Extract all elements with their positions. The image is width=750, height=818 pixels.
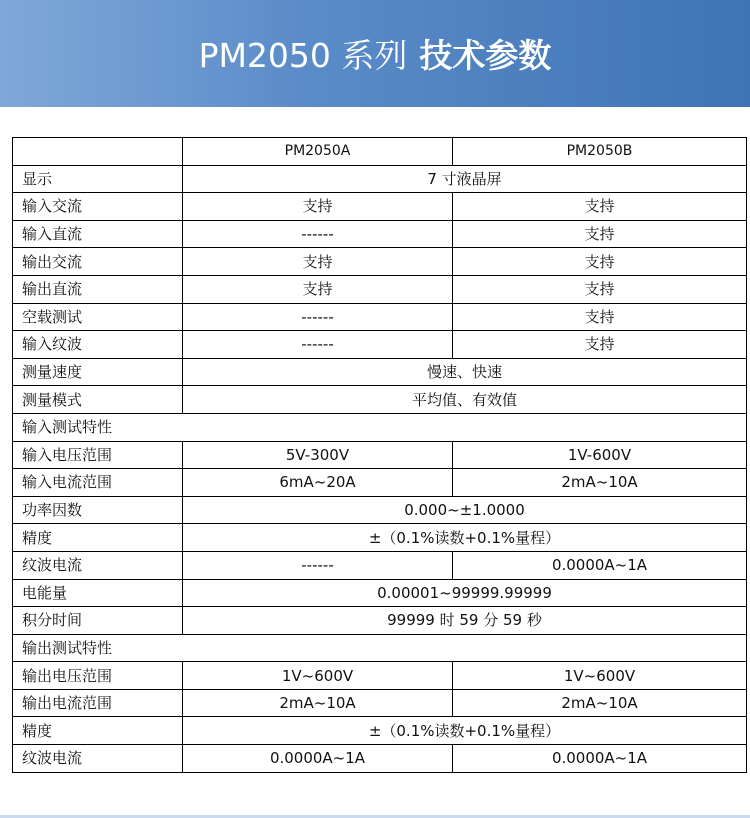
row-label: 输出交流 <box>13 248 183 276</box>
spec-table-body <box>13 138 747 773</box>
table-row <box>13 220 747 248</box>
shared-value-cell: 慢速、快速 <box>183 358 747 386</box>
pm2050b-value-cell: 2mA~10A <box>453 469 747 497</box>
pm2050a-value-cell: ------ <box>183 220 453 248</box>
shared-value-cell: 0.00001~99999.99999 <box>183 579 747 607</box>
pm2050b-value-cell: 2mA~10A <box>453 689 747 717</box>
row-label: 空载测试 <box>13 303 183 331</box>
pm2050a-value-cell: 支持 <box>183 275 453 303</box>
table-row <box>13 469 747 497</box>
pm2050b-value-cell: 1V-600V <box>453 441 747 469</box>
title-series: PM2050 系列 <box>198 36 408 75</box>
pm2050a-value-cell: 支持 <box>183 193 453 221</box>
header-cell-empty <box>13 138 183 166</box>
row-label: 积分时间 <box>13 607 183 635</box>
pm2050a-value-cell: 1V~600V <box>183 662 453 690</box>
pm2050a-value-cell: ------ <box>183 303 453 331</box>
page-title <box>0 0 750 107</box>
section-row <box>13 634 747 662</box>
pm2050a-value-cell: 2mA~10A <box>183 689 453 717</box>
table-row <box>13 441 747 469</box>
row-label: 电能量 <box>13 579 183 607</box>
pm2050b-value-cell: 支持 <box>453 220 747 248</box>
shared-value-cell: ±（0.1%读数+0.1%量程） <box>183 524 747 552</box>
header-cell-pm2050a: PM2050A <box>183 138 453 166</box>
table-row <box>13 331 747 359</box>
shared-value-cell: 99999 时 59 分 59 秒 <box>183 607 747 635</box>
pm2050a-value-cell: 0.0000A~1A <box>183 745 453 773</box>
row-label: 纹波电流 <box>13 551 183 579</box>
shared-value-cell: ±（0.1%读数+0.1%量程） <box>183 717 747 745</box>
table-row <box>13 358 747 386</box>
pm2050a-value-cell: ------ <box>183 331 453 359</box>
table-row <box>13 524 747 552</box>
pm2050a-value-cell: ------ <box>183 551 453 579</box>
table-row <box>13 689 747 717</box>
spec-table <box>12 137 747 773</box>
row-label: 输入电压范围 <box>13 441 183 469</box>
table-row <box>13 386 747 414</box>
row-label: 精度 <box>13 524 183 552</box>
row-label: 纹波电流 <box>13 745 183 773</box>
row-label: 精度 <box>13 717 183 745</box>
pm2050b-value-cell: 支持 <box>453 303 747 331</box>
table-row <box>13 303 747 331</box>
pm2050b-value-cell: 支持 <box>453 193 747 221</box>
table-row <box>13 745 747 773</box>
shared-value-cell: 平均值、有效值 <box>183 386 747 414</box>
title-spec: 技术参数 <box>419 36 552 75</box>
row-label: 输入电流范围 <box>13 469 183 497</box>
table-row <box>13 579 747 607</box>
table-row <box>13 607 747 635</box>
row-label: 输入纹波 <box>13 331 183 359</box>
table-row <box>13 248 747 276</box>
table-row <box>13 193 747 221</box>
section-label: 输出测试特性 <box>13 634 747 662</box>
pm2050b-value-cell: 0.0000A~1A <box>453 551 747 579</box>
pm2050b-value-cell: 支持 <box>453 275 747 303</box>
section-row <box>13 413 747 441</box>
table-row <box>13 275 747 303</box>
row-label: 测量模式 <box>13 386 183 414</box>
row-label: 输入交流 <box>13 193 183 221</box>
row-label: 输出直流 <box>13 275 183 303</box>
pm2050a-value-cell: 5V-300V <box>183 441 453 469</box>
table-row <box>13 551 747 579</box>
pm2050a-value-cell: 支持 <box>183 248 453 276</box>
table-row <box>13 717 747 745</box>
row-label: 功率因数 <box>13 496 183 524</box>
pm2050b-value-cell: 支持 <box>453 248 747 276</box>
section-label: 输入测试特性 <box>13 413 747 441</box>
row-label: 输入直流 <box>13 220 183 248</box>
row-label: 输出电压范围 <box>13 662 183 690</box>
pm2050b-value-cell: 支持 <box>453 331 747 359</box>
table-row <box>13 496 747 524</box>
row-label: 测量速度 <box>13 358 183 386</box>
pm2050b-value-cell: 1V~600V <box>453 662 747 690</box>
pm2050b-value-cell: 0.0000A~1A <box>453 745 747 773</box>
table-row <box>13 165 747 193</box>
header-cell-pm2050b: PM2050B <box>453 138 747 166</box>
row-label: 输出电流范围 <box>13 689 183 717</box>
table-row <box>13 662 747 690</box>
row-label: 显示 <box>13 165 183 193</box>
table-header-row <box>13 138 747 166</box>
pm2050a-value-cell: 6mA~20A <box>183 469 453 497</box>
shared-value-cell: 0.000~±1.0000 <box>183 496 747 524</box>
shared-value-cell: 7 寸液晶屏 <box>183 165 747 193</box>
